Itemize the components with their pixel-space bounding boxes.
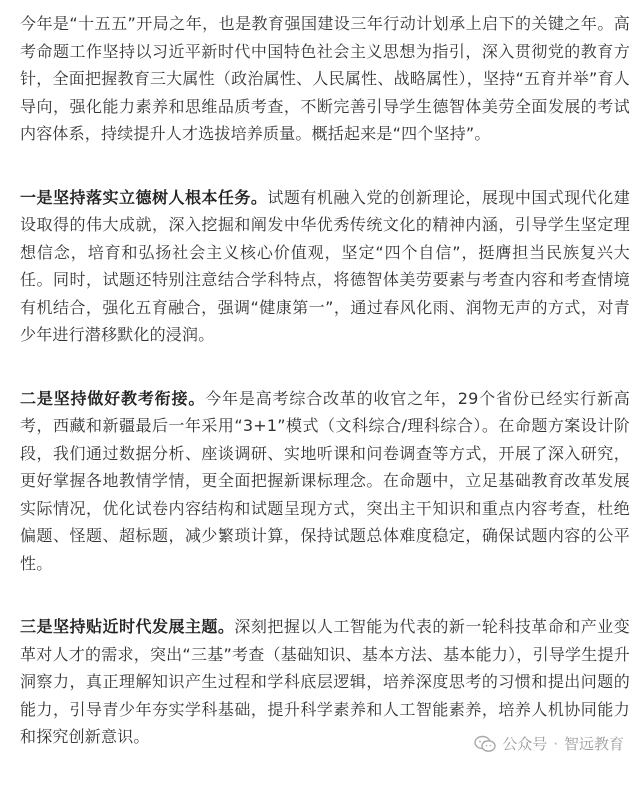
account-watermark bbox=[470, 731, 628, 756]
section-body-1: 试题有机融入党的创新理论，展现中国式现代化建设取得的伟大成就，深入挖掘和阐发中华优秀传统文化的精神内涵，引导学生坚定理想信念，培育和弘扬社会主义核心价值观，坚定“四个自信”，挺膺担当民族复兴大任。同时，试题还特别注意结合学科特点，将德智体美劳要素与考查内容和考查情境有机结合，强化五育融合，强调“健康第一”，通过春风化雨、润物无声的方式，对青少年进行潜移默化的浸润。 bbox=[20, 187, 630, 344]
section-heading-3: 三是坚持贴近时代发展主题。 bbox=[20, 617, 235, 636]
intro-paragraph: 今年是“十五五”开局之年，也是教育强国建设三年行动计划承上启下的关键之年。高考命题工作坚持以习近平新时代中国特色社会主义思想为指引，深入贯彻党的教育方针，全面把握教育三大属性（政治属性、人民属性、战略属性），坚持“五育并举”育人导向，强化能力素养和思维品质考查，不断完善引导学生德智体美劳全面发展的考试内容体系，持续提升人才选拔培养质量。概括起来是“四个坚持”。 bbox=[20, 14, 630, 143]
article-body bbox=[20, 10, 630, 787]
section-body-3: 深刻把握以人工智能为代表的新一轮科技革命和产业变革对人才的需求，突出“三基”考查（基础知识、基本方法、基本能力），引导学生提升洞察力，真正理解知识产生过程和学科底层逻辑，培养深度思考的习惯和提出问题的能力，引导青少年夯实学科基础，提升科学素养和人工智能素养，培养人机协同能力和探究创新意识。 bbox=[20, 617, 630, 746]
section-paragraph-2 bbox=[20, 385, 630, 578]
section-body-2: 今年是高考综合改革的收官之年，29个省份已经实行新高考，西藏和新疆最后一年采用“3+1”模式（文科综合/理科综合）。在命题方案设计阶段，我们通过数据分析、座谈调研、实地听课和问卷调查等方式，开展了深入研究，更好掌握各地教情学情，更全面把握新课标理念。在命题中，立足基础教育改革发展实际情况，优化试卷内容结构和试题呈现方式，突出主干知识和重点内容考查，杜绝偏题、怪题、超标题，减少繁琐计算，保持试题总体难度稳定，确保试题内容的公平性。 bbox=[20, 388, 631, 573]
section-paragraph-1 bbox=[20, 184, 630, 349]
watermark-account: 智远教育 bbox=[563, 735, 624, 753]
wechat-official-account-icon bbox=[474, 735, 496, 753]
section-heading-1: 一是坚持落实立德树人根本任务。 bbox=[20, 187, 268, 207]
watermark-platform: 公众号 bbox=[502, 735, 548, 753]
section-heading-2: 二是坚持做好教考衔接。 bbox=[20, 388, 206, 408]
section-paragraph-3 bbox=[20, 613, 630, 751]
watermark-separator: · bbox=[553, 734, 558, 753]
